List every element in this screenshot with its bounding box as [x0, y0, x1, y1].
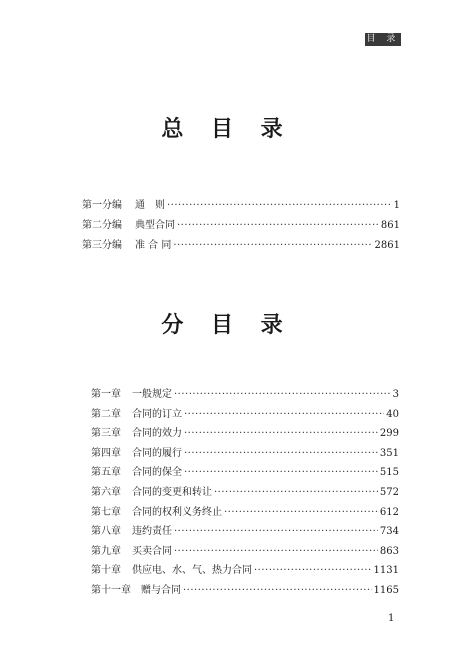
- toc-entry-page: 2861: [374, 240, 400, 251]
- toc-entry-page: 40: [386, 408, 399, 420]
- toc-entry[interactable]: [82, 236, 400, 256]
- leader-dots: [184, 467, 378, 478]
- leader-dots: [173, 240, 372, 251]
- leader-dots: [224, 507, 378, 518]
- toc-entry-page: 1165: [373, 584, 399, 596]
- toc-entry-title: 合同的履行: [132, 447, 182, 459]
- header-section-tag: 目 录: [366, 34, 400, 44]
- leader-dots: [184, 428, 378, 439]
- main-toc-title: 总 目 录: [161, 116, 293, 142]
- leader-dots: [167, 200, 392, 211]
- toc-entry-label: 第五章: [91, 467, 121, 479]
- main-toc-list: [82, 196, 400, 256]
- toc-entry-page: 861: [380, 220, 400, 231]
- toc-entry-page: 572: [379, 486, 399, 498]
- toc-entry-label: 第十一章: [91, 584, 131, 596]
- toc-entry[interactable]: [91, 581, 399, 601]
- toc-entry-title: 一般规定: [132, 389, 172, 400]
- toc-entry-page: 863: [379, 545, 399, 557]
- toc-entry-title: 赠与合同: [141, 584, 181, 596]
- toc-entry-page: 351: [379, 447, 399, 459]
- toc-entry-label: 第六章: [91, 486, 121, 498]
- toc-entry-title: 合同的变更和转让: [132, 486, 212, 498]
- toc-entry-title: 合同的效力: [132, 428, 182, 440]
- toc-entry-page: 299: [379, 428, 399, 440]
- toc-entry-title: 违约责任: [132, 526, 172, 538]
- leader-dots: [184, 409, 384, 420]
- toc-entry-title: 通 则: [135, 200, 165, 211]
- sub-toc-list: [91, 385, 399, 601]
- leader-dots: [174, 546, 378, 557]
- toc-entry-label: 第三分编: [82, 240, 122, 251]
- toc-entry[interactable]: [91, 424, 399, 444]
- toc-entry-label: 第二分编: [82, 220, 122, 231]
- toc-entry-title: 合同的保全: [132, 467, 182, 479]
- leader-dots: [183, 585, 372, 596]
- toc-entry[interactable]: [91, 522, 399, 542]
- toc-entry-title: 准 合 同: [135, 240, 172, 251]
- toc-entry-label: 第九章: [91, 545, 121, 557]
- leader-dots: [177, 220, 379, 231]
- sub-toc-title: 分 目 录: [161, 312, 293, 338]
- toc-entry[interactable]: [91, 483, 399, 503]
- toc-entry-title: 供应电、水、气、热力合同: [132, 565, 252, 577]
- toc-entry[interactable]: [91, 542, 399, 562]
- toc-entry[interactable]: [82, 196, 400, 216]
- toc-entry[interactable]: [91, 405, 399, 425]
- toc-entry[interactable]: [91, 463, 399, 483]
- toc-entry[interactable]: [82, 216, 400, 236]
- toc-entry-page: 515: [379, 467, 399, 479]
- leader-dots: [254, 565, 372, 576]
- leader-dots: [214, 487, 378, 498]
- toc-entry-label: 第三章: [91, 428, 121, 440]
- toc-entry-title: 合同的权利义务终止: [132, 506, 222, 518]
- toc-entry-page: 1131: [373, 565, 399, 577]
- toc-entry-page: 1: [393, 200, 400, 211]
- leader-dots: [184, 448, 378, 459]
- leader-dots: [174, 526, 378, 537]
- toc-entry-label: 第一分编: [82, 200, 122, 211]
- toc-entry-label: 第十章: [91, 565, 121, 577]
- toc-entry-page: 734: [379, 526, 399, 538]
- toc-entry[interactable]: [91, 561, 399, 581]
- toc-entry-label: 第四章: [91, 447, 121, 459]
- leader-dots: [174, 389, 391, 400]
- toc-entry-title: 买卖合同: [132, 545, 172, 557]
- toc-entry[interactable]: [91, 385, 399, 405]
- page-number: 1: [388, 613, 395, 624]
- toc-entry[interactable]: [91, 444, 399, 464]
- toc-entry-label: 第二章: [91, 408, 121, 420]
- toc-entry-title: 典型合同: [135, 220, 175, 231]
- toc-entry-page: 3: [392, 389, 399, 400]
- toc-entry-label: 第一章: [91, 389, 121, 400]
- toc-entry-title: 合同的订立: [132, 408, 182, 420]
- toc-entry-page: 612: [379, 506, 399, 518]
- toc-entry-label: 第七章: [91, 506, 121, 518]
- toc-entry-label: 第八章: [91, 526, 121, 538]
- toc-entry[interactable]: [91, 503, 399, 523]
